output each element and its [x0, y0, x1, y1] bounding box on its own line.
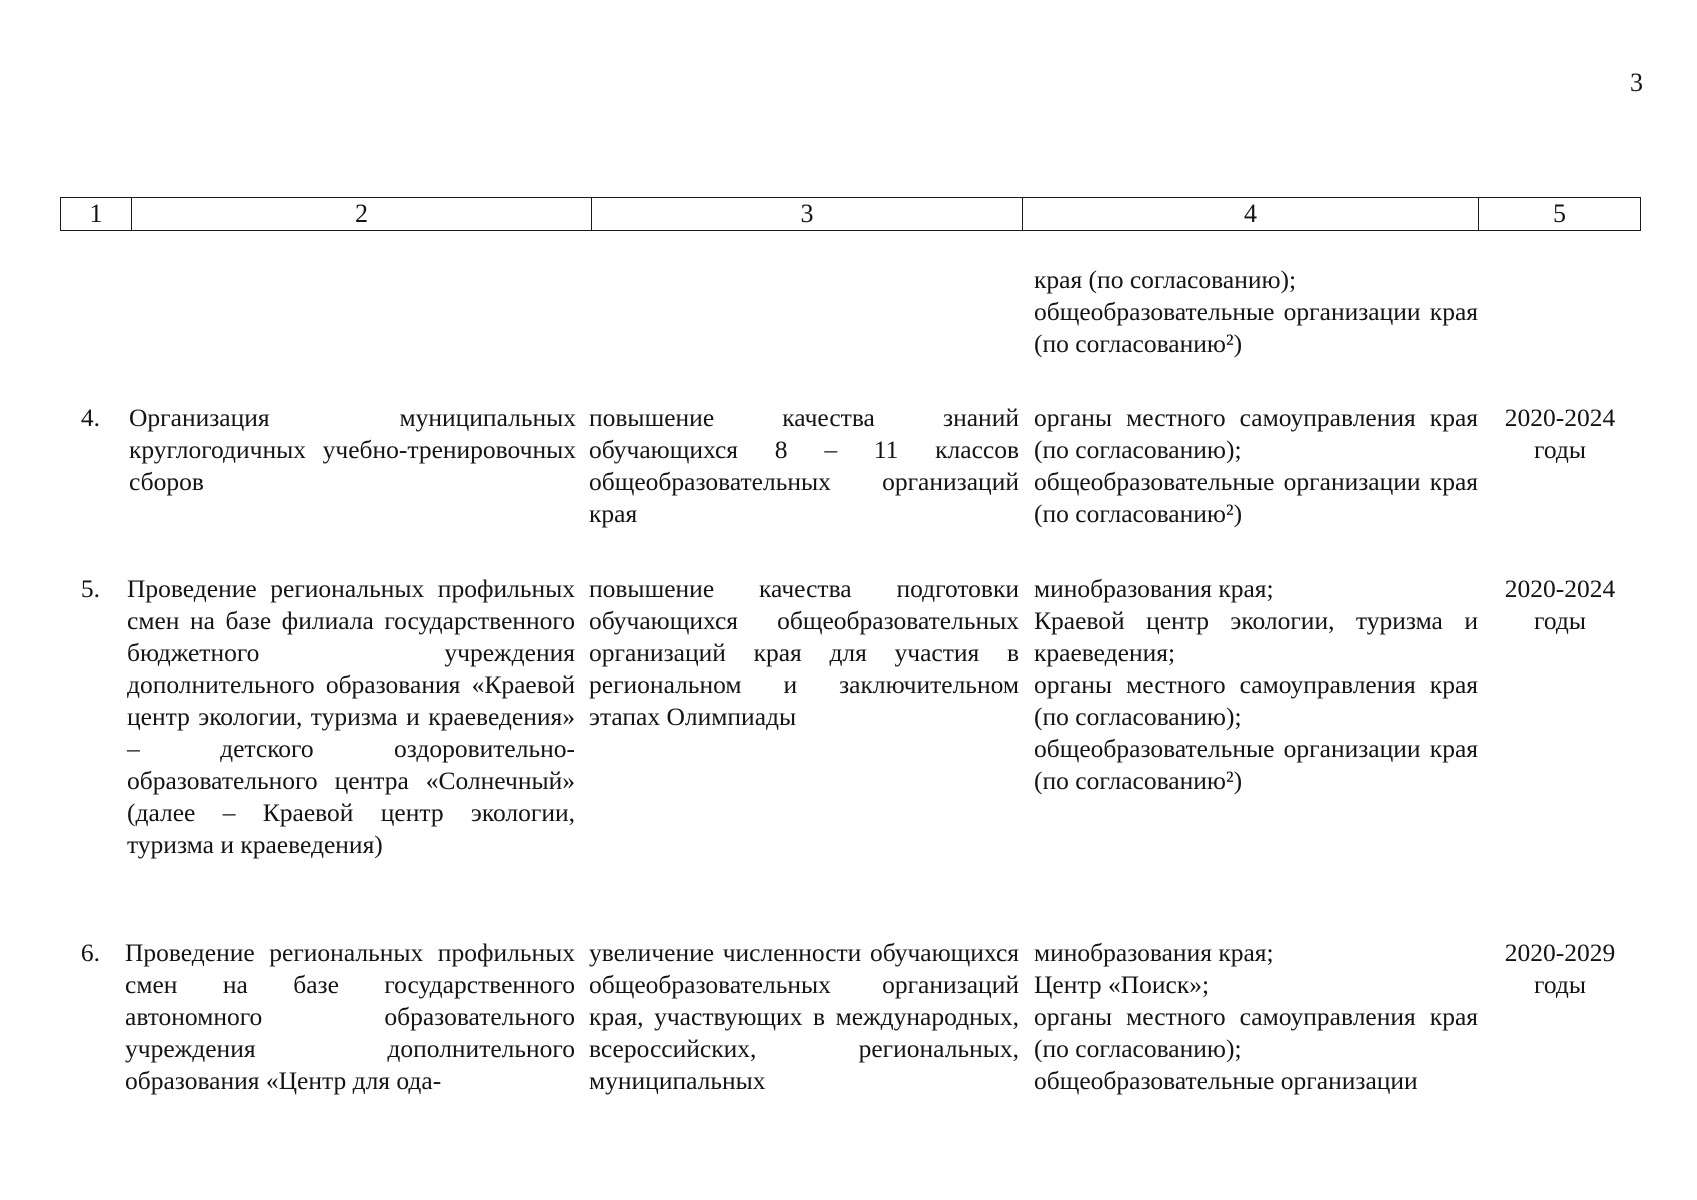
row-5-activity: Проведение региональных профильных смен на базе филиала государственного бюджетного учреждения дополнительного образования «Краевой центр экологии, туризма и краеведения» – детского оздоровительно-образовательного центра «Солнечный» (далее – Краевой центр экологии, туризма и краеведения)	[127, 574, 575, 859]
row-4-number: 4.	[80, 403, 100, 432]
executor-line: общеобразовательные организации края (по согласованию²)	[1034, 467, 1478, 528]
continuation-executors-line: общеобразовательные организации края (по согласованию²)	[1034, 297, 1478, 358]
executor-line: органы местного самоуправления края (по согласованию);	[1034, 1002, 1478, 1063]
row-5-executors	[1034, 573, 1478, 797]
row-6-executors	[1034, 937, 1478, 1097]
column-number-4: 4	[1023, 198, 1479, 231]
row-6-years: 2020-2029 годы	[1504, 938, 1616, 999]
executor-line: органы местного самоуправления края (по согласованию);	[1034, 670, 1478, 731]
column-number-5: 5	[1479, 198, 1641, 231]
executor-line: минобразования края;	[1034, 574, 1274, 603]
executor-line: Краевой центр экологии, туризма и краеведения;	[1034, 606, 1478, 667]
page-number: 3	[1630, 68, 1643, 97]
row-4-executors	[1034, 402, 1478, 530]
column-number-1: 1	[61, 198, 132, 231]
table-header	[60, 197, 1641, 231]
row-4-activity: Организация муниципальных круглогодичных учебно-тренировочных сборов	[129, 403, 576, 496]
executor-line: общеобразовательные организации края (по согласованию²)	[1034, 734, 1478, 795]
column-number-3: 3	[592, 198, 1023, 231]
row-6-result: увеличение численности обучающихся общеобразовательных организаций края, участвующих в международных, всероссийских, региональных, муниципальных	[589, 938, 1019, 1095]
row-5-years: 2020-2024 годы	[1504, 574, 1616, 635]
continuation-executors-line: края (по согласованию);	[1034, 265, 1297, 294]
row-5-result: повышение качества подготовки обучающихся общеобразовательных организаций края для участия в региональном и заключительном этапах Олимпиады	[589, 574, 1019, 731]
executor-line: органы местного самоуправления края (по согласованию);	[1034, 403, 1478, 464]
continuation-executors-cell	[1034, 264, 1478, 360]
executor-line: минобразования края;	[1034, 938, 1274, 967]
table-header-row	[61, 198, 1641, 231]
column-number-2: 2	[132, 198, 592, 231]
row-5-number: 5.	[80, 574, 100, 603]
row-6-activity: Проведение региональных профильных смен на базе государственного автономного образовательного учреждения дополнительного образования «Центр для ода-	[125, 938, 575, 1095]
row-4-years: 2020-2024 годы	[1504, 403, 1616, 464]
row-6-number: 6.	[80, 938, 100, 967]
executor-line: общеобразовательные организации	[1034, 1066, 1418, 1095]
row-4-result: повышение качества знаний обучающихся 8 – 11 классов общеобразовательных организаций края	[589, 403, 1019, 528]
executor-line: Центр «Поиск»;	[1034, 970, 1210, 999]
